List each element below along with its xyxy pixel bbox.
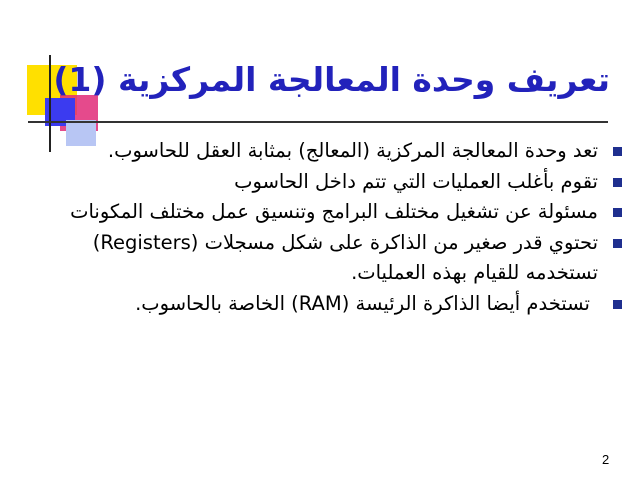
bullet-square-icon bbox=[613, 300, 622, 309]
list-item bbox=[35, 136, 630, 167]
bullet-square-icon bbox=[613, 239, 622, 248]
list-item bbox=[35, 289, 630, 320]
bullet-square-icon bbox=[613, 178, 622, 187]
bullet-text: مسئولة عن تشغيل مختلف البرامج وتنسيق عمل مختلف المكونات bbox=[70, 200, 598, 223]
slide-title: تعريف وحدة المعالجة المركزية (1) bbox=[53, 60, 610, 99]
bullet-square-icon bbox=[613, 147, 622, 156]
bullet-list bbox=[35, 136, 630, 319]
bullet-text: تستخدم أيضا الذاكرة الرئيسة (RAM) الخاصة بالحاسوب. bbox=[135, 291, 590, 315]
title-underline bbox=[28, 121, 608, 123]
bullet-text: تحتوي قدر صغير من الذاكرة على شكل مسجلات (Registers) تستخدمه للقيام بهذه العمليات. bbox=[92, 230, 598, 284]
bullet-square-icon bbox=[613, 208, 622, 217]
page-number: 2 bbox=[602, 452, 610, 467]
list-item bbox=[35, 228, 630, 289]
list-item bbox=[35, 167, 630, 198]
bullet-text: تعد وحدة المعالجة المركزية (المعالج) بمثابة العقل للحاسوب. bbox=[107, 139, 598, 162]
bullet-text: تقوم بأغلب العمليات التي تتم داخل الحاسوب bbox=[234, 169, 598, 193]
list-item bbox=[35, 197, 630, 228]
